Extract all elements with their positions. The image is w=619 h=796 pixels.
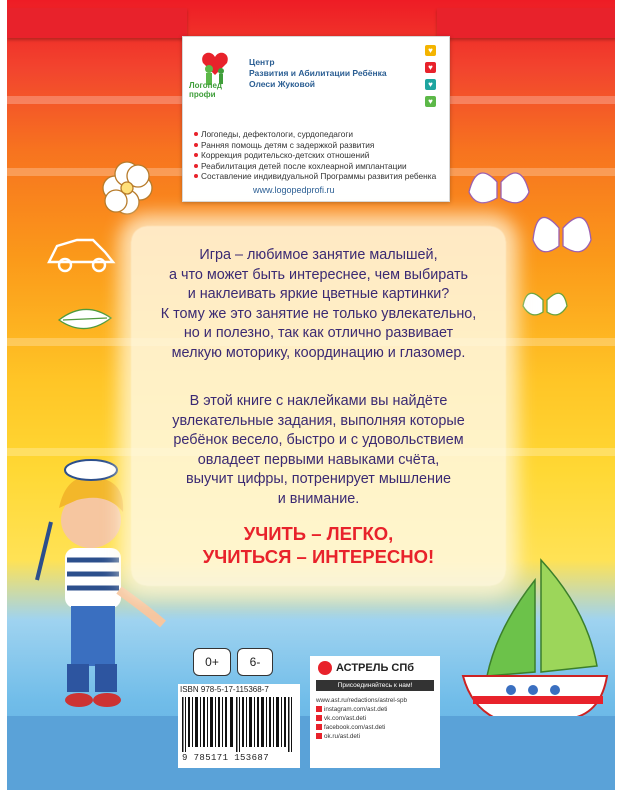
publisher-logo xyxy=(318,660,414,676)
heart-icon: ♥ xyxy=(425,62,436,73)
text-line: и наклеивать яркие цветные картинки? xyxy=(187,286,450,302)
text-line: а что может быть интереснее, чем выбирать xyxy=(168,266,469,283)
publisher-website-link[interactable]: www.ast.ru/redactions/astrel-spb xyxy=(316,697,407,704)
slogan-line-1: УЧИТЬ – ЛЕГКО, xyxy=(243,523,394,544)
age-badge-6: 6- xyxy=(237,648,273,676)
book-back-cover xyxy=(7,0,615,790)
instagram-icon xyxy=(316,706,322,712)
link-row xyxy=(316,705,407,714)
text-line: овладеет первыми навыками счёта, xyxy=(197,451,440,468)
logo-line-2: профи xyxy=(189,90,216,99)
text-line: увлекательные задания, выполняя которые xyxy=(172,412,465,429)
ok-icon xyxy=(316,733,322,739)
publisher-name: АСТРЕЛЬ СПб xyxy=(336,662,415,674)
facebook-icon xyxy=(316,724,322,730)
link-row xyxy=(316,714,407,723)
publisher-block xyxy=(310,656,440,768)
center-line-1: Центр xyxy=(249,57,275,67)
text-line: но и полезно, так как отлично развивает xyxy=(183,325,454,341)
ok-link[interactable]: ok.ru/ast.deti xyxy=(324,733,361,740)
center-line-3: Олеси Жуковой xyxy=(249,79,315,89)
text-line: К тому же это занятие не только увлекательно, xyxy=(160,305,477,322)
text-line: выучит цифры, потренирует мышление xyxy=(186,471,451,487)
services-list xyxy=(193,129,436,182)
description-paragraph-1 xyxy=(131,246,506,363)
link-row xyxy=(316,723,407,732)
butterfly-illustration xyxy=(533,217,591,251)
vk-icon xyxy=(316,715,322,721)
list-item: Составление индивидуальной Программы развития ребенка xyxy=(193,171,436,182)
description-paragraph-2 xyxy=(131,392,506,509)
heart-icon: ♥ xyxy=(425,79,436,90)
text-line: и внимание. xyxy=(277,490,360,507)
logopedprofi-info-card xyxy=(182,36,450,202)
age-badge-0plus: 0+ xyxy=(193,648,231,676)
facebook-link[interactable]: facebook.com/ast.deti xyxy=(324,724,386,731)
butterfly-illustration xyxy=(469,173,529,203)
text-line: ребёнок весело, быстро и с удовольствием xyxy=(173,432,464,448)
list-item: Коррекция родительско-детских отношений xyxy=(193,150,436,161)
text-line: Игра – любимое занятие малышей, xyxy=(199,247,438,263)
slogan xyxy=(131,522,506,568)
isbn-text: ISBN 978-5-17-115368-7 xyxy=(180,685,269,694)
instagram-link[interactable]: instagram.com/ast.deti xyxy=(324,706,388,713)
list-item: Реабилитация детей после кохлеарной имплантации xyxy=(193,161,436,172)
list-item: Ранняя помощь детям с задержкой развития xyxy=(193,140,436,151)
logo-wordmark xyxy=(189,81,249,99)
text-line: мелкую моторику, координацию и глазомер. xyxy=(171,344,466,361)
heart-icon: ♥ xyxy=(425,96,436,107)
heart-icon: ♥ xyxy=(425,45,436,56)
center-line-2: Развития и Абилитации Ребёнка xyxy=(249,68,387,78)
center-name xyxy=(249,57,387,90)
slogan-line-2: УЧИТЬСЯ – ИНТЕРЕСНО! xyxy=(202,546,435,567)
leaf-illustration xyxy=(59,309,111,328)
barcode-graphic xyxy=(182,697,294,752)
text-line: В этой книге с наклейками вы найдёте xyxy=(189,393,448,409)
join-us-banner: Присоединяйтесь к нам! xyxy=(316,680,434,691)
flower-illustration xyxy=(103,162,152,214)
barcode-block xyxy=(178,684,300,768)
butterfly-illustration xyxy=(523,293,567,315)
logo-line-1: Логопед xyxy=(189,81,222,90)
link-row xyxy=(316,732,407,741)
list-item: Логопеды, дефектологи, сурдопедагоги xyxy=(193,129,436,140)
vk-link[interactable]: vk.com/ast.deti xyxy=(324,715,366,722)
heart-icons-column xyxy=(425,45,439,113)
astrel-logo-icon xyxy=(318,661,332,675)
publisher-links xyxy=(316,696,407,741)
website-link[interactable]: www.logopedprofi.ru xyxy=(253,185,335,195)
car-illustration xyxy=(49,240,113,271)
barcode-digits: 9 785171 153687 xyxy=(182,753,270,763)
